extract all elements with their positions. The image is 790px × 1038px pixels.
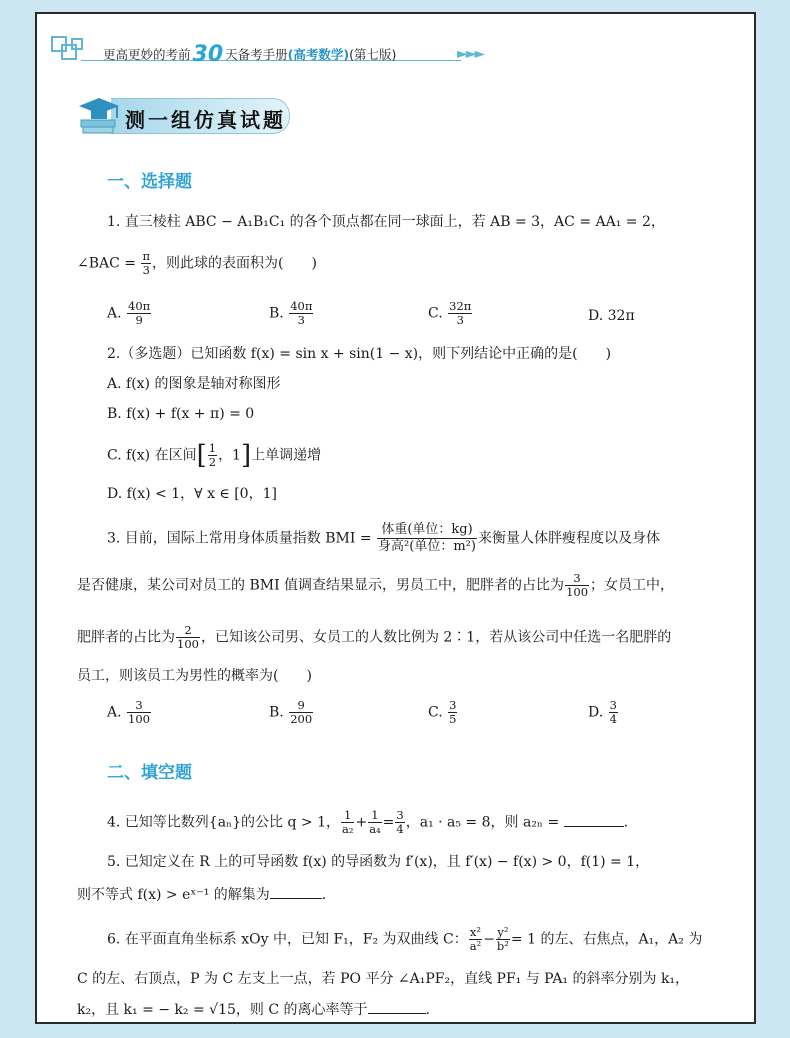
banner-title: 测一组仿真试题	[125, 108, 286, 132]
q2-option-a: A. f(x) 的图象是轴对称图形	[107, 376, 281, 392]
q2-option-b: B. f(x) + f(x + π) = 0	[107, 406, 255, 422]
q3-line1: 3. 目前，国际上常用身体质量指数 BMI = $\frac{\text{体重(单位：kg)}}{\text{身高²(单位：m²)}}$ 来衡量人体胖瘦程度以及身体	[107, 522, 660, 554]
q3-option-d: D. $\frac{3}{4}$	[588, 698, 617, 726]
q4-line: 4. 已知等比数列{aₙ}的公比 q > 1， $\frac{1}{\text{a₂}}$ + $\frac{1}{\text{a₄}}$ = $\frac{3}{4}$ ，a₁ · a₅ = 8，则 a₂ₙ = .	[107, 808, 629, 836]
q3-option-a: A. $\frac{3}{100}$	[107, 698, 150, 726]
graduation-cap-books-icon	[77, 92, 123, 136]
section-banner	[77, 92, 297, 136]
q1-line1: 1. 直三棱柱 ABC − A₁B₁C₁ 的各个顶点都在同一球面上，若 AB = 3，AC = AA₁ = 2，	[107, 214, 665, 230]
header-title: 更高更妙的考前30 天备考手册(高考数学)(第七版)	[103, 42, 397, 67]
q5-line2: 则不等式 f(x) > eˣ⁻¹ 的解集为 .	[77, 884, 326, 905]
running-header	[51, 34, 521, 67]
fraction: $\frac{\pi}{3}$	[142, 249, 151, 277]
q1-line2: ∠BAC = $\frac{\pi}{3}$ ，则此球的表面积为( )	[77, 249, 317, 277]
triple-arrow-icon: ►►►	[457, 46, 484, 62]
q5-line1: 5. 已知定义在 R 上的可导函数 f(x) 的导函数为 f′(x)，且 f′(x) − f(x) > 0，f(1) = 1，	[107, 854, 650, 870]
q1-option-d: D. 32π	[588, 308, 635, 324]
answer-blank[interactable]	[368, 999, 426, 1014]
q3-option-c: C. $\frac{3}{5}$	[428, 698, 457, 726]
answer-blank[interactable]	[270, 884, 322, 899]
q3-line4: 员工，则该员工为男性的概率为( )	[77, 668, 312, 684]
q2-option-c: C. f(x) 在区间[ $\frac{1}{2}$ ，1]上单调递增	[107, 440, 322, 471]
q1-option-c: C. $\frac{32\pi}{3}$	[428, 299, 472, 327]
q3-option-b: B. $\frac{9}{200}$	[269, 698, 313, 726]
squares-icon	[51, 34, 91, 62]
section-choice-heading: 一、选择题	[107, 172, 192, 192]
answer-blank[interactable]	[564, 812, 624, 827]
q3-line2: 是否健康，某公司对员工的 BMI 值调查结果显示，男员工中，肥胖者的占比为 $\frac{3}{100}$ ；女员工中，	[77, 571, 675, 599]
section-fill-heading: 二、填空题	[107, 763, 192, 783]
q1-option-a: A. $\frac{40\pi}{9}$	[107, 299, 151, 327]
q2-stem: 2.（多选题）已知函数 f(x) = sin x + sin(1 − x)，则下列结论中正确的是( )	[107, 346, 612, 362]
q2-option-d: D. f(x) < 1，∀ x ∈ [0，1]	[107, 486, 277, 502]
page	[35, 12, 756, 1024]
q6-line1: 6. 在平面直角坐标系 xOy 中，已知 F₁，F₂ 为双曲线 C： $\frac{\text{x²}}{\text{a²}}$ − $\frac{\text{y²}}{\text{b²}}$ = 1 的左、右焦点，A₁，A₂ 为	[107, 925, 703, 953]
header-number: 30	[192, 42, 224, 67]
q6-line2: C 的左、右顶点，P 为 C 左支上一点，若 PO 平分 ∠A₁PF₂，直线 PF₁ 与 PA₁ 的斜率分别为 k₁，	[77, 971, 690, 987]
q3-line3: 肥胖者的占比为 $\frac{2}{100}$ ，已知该公司男、女员工的人数比例为 2∶1，若从该公司中任选一名肥胖的	[77, 623, 672, 651]
q6-line3: k₂，且 k₁ = − k₂ = √15，则 C 的离心率等于 .	[77, 999, 430, 1020]
q1-option-b: B. $\frac{40\pi}{3}$	[269, 299, 313, 327]
